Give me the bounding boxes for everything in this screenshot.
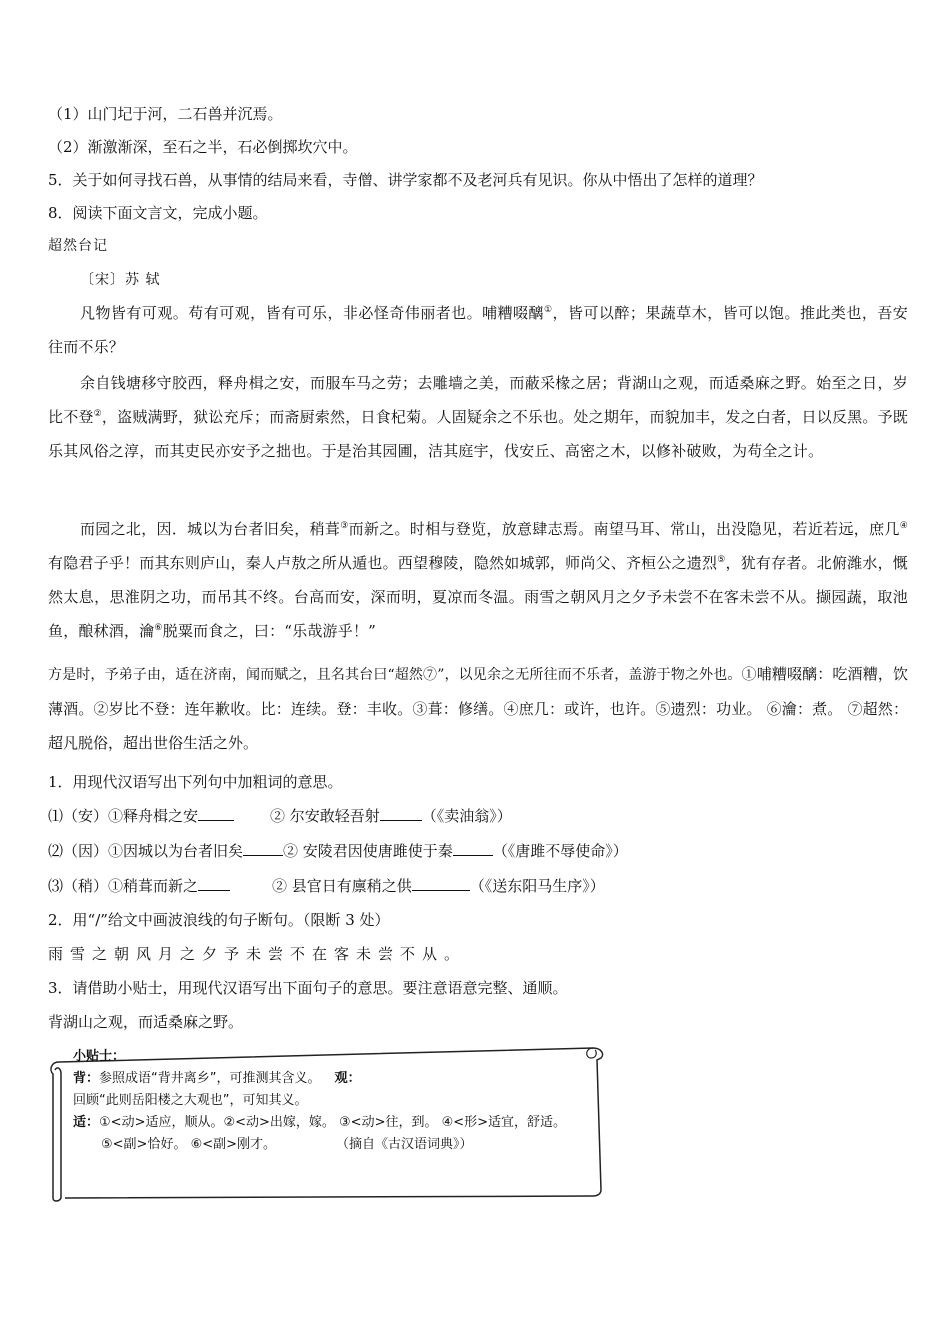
footnote-mark-2: ② <box>93 409 102 419</box>
question-3: 3．请借助小贴士，用现代汉语写出下面句子的意思。要注意语意完整、通顺。 <box>48 979 568 997</box>
answer-line-2: （2）渐激渐深，至石之半，石必倒掷坎穴中。 <box>48 138 358 156</box>
question-2-sentence: 雨雪之朝风月之夕予未尝不在客未尝不从。 <box>48 945 467 963</box>
question-1-item-1 <box>48 806 908 826</box>
q1-item-1-second: ② 尔安敢轻吾射 <box>270 807 380 825</box>
para3-part-a: 而园之北，因．城以为台者旧矣，稍葺 <box>80 520 341 538</box>
q1-item-2-second: ② 安陵君因使唐雎使于秦 <box>283 842 453 860</box>
para3-part-c: 有隐君子乎！而其东则庐山，秦人卢敖之所从遁也。西望穆陵，隐然如城郭，师尚父、齐桓公之遗烈 <box>48 554 718 572</box>
answer-blank[interactable] <box>380 806 422 821</box>
q1-item-2-first: ⑵（因）①因城以为台者旧矣 <box>48 842 244 860</box>
tip-shi-text-2: ⑤<副>恰好。 ⑥<副>刚才。 <box>101 1137 277 1152</box>
question-5: 5．关于如何寻找石兽，从事情的结局来看，寺僧、讲学家都不及老河兵有见识。你从中悟出了怎样的道理？ <box>48 171 763 189</box>
tip-shi-line-2 <box>101 1136 473 1154</box>
question-1-item-2 <box>48 841 908 861</box>
tip-shi-label: 适： <box>73 1115 100 1130</box>
question-8-intro: 8．阅读下面文言文，完成小题。 <box>48 204 268 222</box>
answer-blank[interactable] <box>243 841 283 856</box>
tips-scroll-box <box>45 1040 607 1202</box>
para3-part-d: ，犹有存者。北俯潍水，慨然太息，思淮阴之功，而吊其不终。台高而安，深而明，夏凉而冬温。雨雪之朝风月之夕予未尝不在客未尝不从。撷园蔬，取池鱼，酿秫酒，瀹 <box>48 554 908 640</box>
essay-title: 超然台记 <box>48 238 108 254</box>
para3-part-b: 而新之。时相与登览，放意肆志焉。南望马耳、常山，出没隐见，若近若远，庶几 <box>348 520 900 538</box>
essay-paragraph-1 <box>48 296 908 364</box>
footnotes-text: ①哺糟啜醨：吃酒糟，饮薄酒。②岁比不登：连年歉收。比：连续。登：丰收。③葺：修缮。④庶几：或许，也许。⑤遗烈：功业。 ⑥瀹：煮。 ⑦超然：超凡脱俗，超出世俗生活之外。 <box>48 665 908 752</box>
tip-bei-line <box>73 1070 361 1088</box>
q1-item-1-source: （《卖油翁》） <box>421 807 512 825</box>
essay-paragraph-3 <box>48 512 908 648</box>
question-3-sentence: 背湖山之观，而适桑麻之野。 <box>48 1013 244 1031</box>
essay-notes <box>48 657 908 760</box>
q1-item-1-first: ⑴（安）①释舟楫之安 <box>48 807 199 825</box>
answer-blank[interactable] <box>198 876 230 891</box>
footnote-mark-6: ⑥ <box>154 623 163 633</box>
tip-bei-text: 参照成语“背井离乡”，可推测其含义。 <box>99 1071 321 1086</box>
essay-author: 〔宋〕苏 轼 <box>80 272 161 288</box>
tip-source: （摘自《古汉语词典》） <box>336 1137 473 1152</box>
tip-guan-text: 回顾“此则岳阳楼之大观也”，可知其义。 <box>73 1093 308 1108</box>
tip-bei-label: 背： <box>73 1071 100 1086</box>
para3-part-e: 脱粟而食之，曰：“乐哉游乎！” <box>162 622 377 640</box>
footnote-mark-3: ③ <box>340 521 349 531</box>
q1-item-3-source: （《送东阳马生序》） <box>469 877 605 895</box>
answer-blank[interactable] <box>198 806 234 821</box>
para2-part-a: 余自钱塘移守胶西，释舟楫之安，而服车马之劳；去雕墙之美，而蔽采椽之居；背湖山之观，而适桑麻之野。始至之日，岁比不登 <box>48 374 908 426</box>
footnote-mark-4: ④ <box>899 521 908 531</box>
para2-part-b: ，盗贼满野，狱讼充斥；而斋厨索然，日食杞菊。人固疑余之不乐也。处之期年，而貌加丰，发之白者，日以反黑。予既乐其风俗之淳，而其吏民亦安予之拙也。于是治其园圃，洁其庭宇，伐安丘、高密之木，以修补破败，为苟全之计。 <box>48 408 908 460</box>
question-1: 1．用现代汉语写出下列句中加粗词的意思。 <box>48 773 343 791</box>
answer-line-1: （1）山门圮于河，二石兽并沉焉。 <box>48 105 283 123</box>
q1-item-2-source: （《唐雎不辱使命》） <box>492 842 628 860</box>
q1-item-3-second: ② 县官日有廪稍之供 <box>272 877 412 895</box>
question-2: 2．用“/”给文中画波浪线的句子断句。（限断 3 处） <box>48 911 390 929</box>
tip-guan-label: 观： <box>334 1071 361 1086</box>
answer-blank[interactable] <box>453 841 493 856</box>
para1-part-a: 凡物皆有可观。苟有可观，皆有可乐，非必怪奇伟丽者也。哺糟啜醨 <box>80 304 544 322</box>
para1-part-b: ，皆可以醉；果蔬草木，皆可以饱。推此类也，吾安往而不乐？ <box>48 304 908 356</box>
essay-paragraph-2 <box>48 366 908 468</box>
tip-heading: 小贴士： <box>73 1049 126 1064</box>
tip-shi-line-1 <box>73 1114 566 1132</box>
footnote-mark-1: ① <box>543 305 553 315</box>
q1-item-3-first: ⑶（稍）①稍葺而新之 <box>48 877 199 895</box>
footnote-mark-5: ⑤ <box>717 555 726 565</box>
closing-sentence: 方是时，予弟子由，适在济南，闻而赋之，且名其台曰“超然⑦”，以见余之无所往而不乐者，盖游于物之外也。 <box>48 667 742 683</box>
question-1-item-3 <box>48 876 908 896</box>
tip-shi-text-1: ①<动>适应，顺从。②<动>出嫁，嫁。 ③<动>往，到。 ④<形>适宜，舒适。 <box>99 1115 567 1130</box>
answer-blank[interactable] <box>412 876 470 891</box>
